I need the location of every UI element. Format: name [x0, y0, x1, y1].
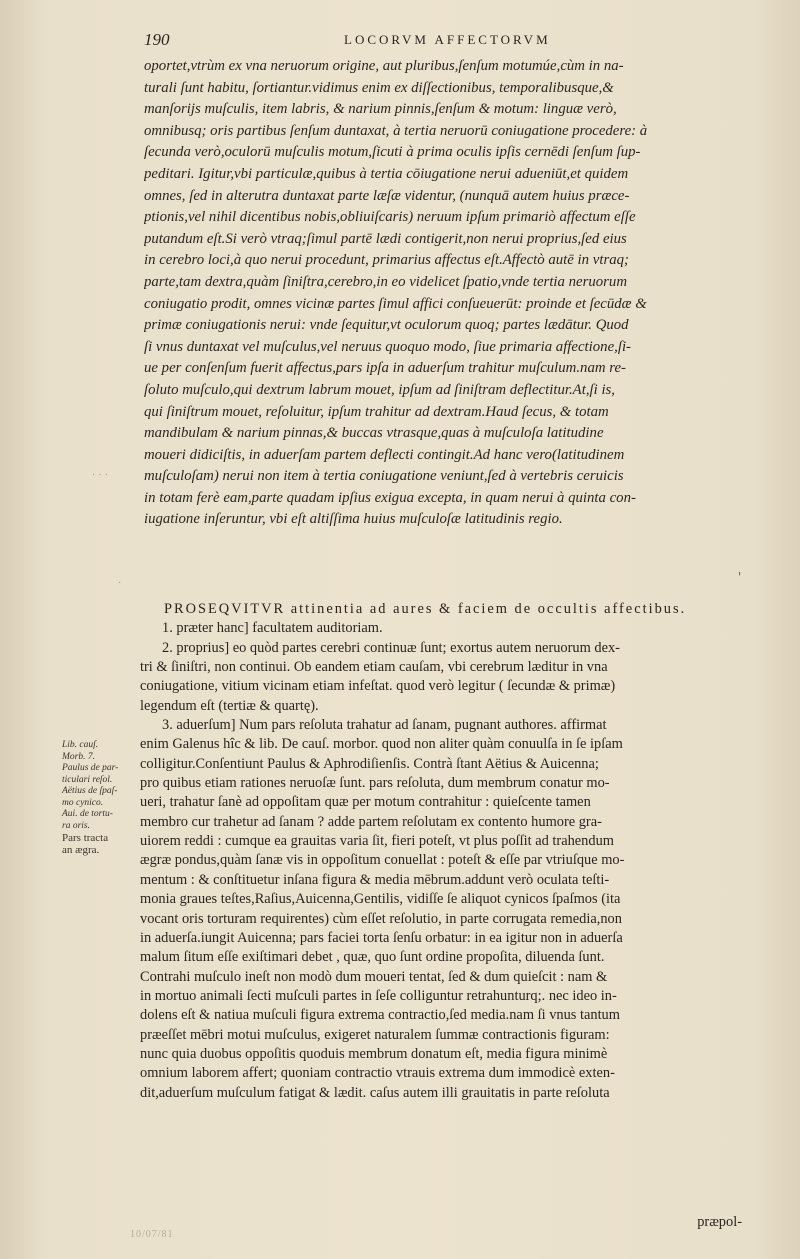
- margin-note: ticulari reſol.: [62, 774, 113, 785]
- main-text-italic: [144, 56, 748, 531]
- commentary-line: pro quibus etiam rationes neruoſæ ſunt. pars reſoluta, dum membrum conatur mo-: [140, 775, 610, 792]
- text-line: ſi vnus duntaxat vel muſculus,vel neruus quoquo modo, ſiue primaria affectione,ſi-: [144, 338, 631, 355]
- margin-note: Morb. 7.: [62, 751, 95, 762]
- commentary-line: 1. præter hanc] facultatem auditoriam.: [162, 620, 383, 637]
- commentary-heading: PROSEQVITVR attinentia ad aures & faciem de occultis affectibus.: [164, 601, 687, 617]
- commentary-line: monia graues teſtes,Raſius,Auicenna,Gentilis, vidiſſe ſe aliquot cynicos ſpaſmos (ita: [140, 891, 621, 908]
- commentary-line: legendum eſt (tertiæ & quartę).: [140, 697, 319, 714]
- margin-note: Aëtius de ſpaſ-: [62, 786, 118, 796]
- text-line: manſorijs muſculis, item labris, & narium pinnis,ſenſum & motum: linguæ verò,: [144, 101, 617, 118]
- commentary-line: colligitur.Conſentiunt Paulus & Aphrodiſienſis. Contrà ſtant Aëtius & Auicenna;: [140, 755, 599, 772]
- text-line: iugatione inſeruntur, vbi eſt altiſſima huius muſculoſæ latitudinis regio.: [144, 511, 563, 528]
- commentary-line: 2. proprius] eo quòd partes cerebri continuæ ſunt; exortus autem neruorum dex-: [162, 639, 620, 656]
- text-line: coniugatio prodit, omnes vicinæ partes ſimul affici conſueuerūt: proinde et ſecūdæ &: [144, 295, 647, 312]
- text-line: ſoluto muſculo,qui dextrum labrum mouet, ipſum ad ſiniſtram deflectitur.At,ſi is,: [144, 381, 616, 398]
- margin-note: Aui. de tortu-: [62, 809, 113, 819]
- commentary-line: præeſſet mēbri motui muſculus, exigeret naturalem ſummæ contractionis figuram:: [140, 1026, 610, 1043]
- text-line: muſculoſam) nerui non item à tertia coniugatione veniunt,ſed à vertebris ceruicis: [144, 468, 624, 485]
- commentary-line: membro cur trahetur ad ſanam ? adde partem reſolutam ex contento humore gra-: [140, 813, 602, 830]
- page-number: 190: [144, 30, 170, 49]
- commentary-line: 3. aduerſum] Num pars reſoluta trahatur ad ſanam, pugnant authores. affirmat: [162, 717, 607, 734]
- text-line: primæ coniugationis nerui: vnde ſequitur,vt oculorum quoq; partes lædātur. Quod: [144, 317, 629, 334]
- running-title: LOCORVM AFFECTORVM: [344, 32, 551, 47]
- margin-notes: [62, 740, 142, 856]
- printer-mark: ': [738, 570, 742, 584]
- margin-note: an ægra.: [62, 844, 100, 856]
- text-line: moueri didiciſtis, in aduerſam partem deflecti contingit.Ad hanc vero(latitudinem: [144, 446, 625, 463]
- margin-note: ra oris.: [62, 820, 90, 831]
- text-line: peditari. Igitur,vbi particulæ,quibus à tertia cōiugatione nerui adueniūt,et quidem: [144, 165, 629, 182]
- commentary-line: vocant oris torturam requirentes) cùm eſſet reſolutio, in parte corrugata remedia,non: [140, 910, 622, 927]
- text-line: omnes, ſed in alterutra duntaxat parte læſæ videntur, (nunquā autem huius præce-: [144, 187, 630, 204]
- text-line: ſecunda verò,oculorū muſculis motum,ſicuti à prima oculis ipſis cernēdi ſenſum ſup-: [144, 144, 641, 161]
- commentary-line: dit,aduerſum muſculum fatigat & lædit. caſus autem illi grauitatis in parte reſoluta: [140, 1084, 610, 1101]
- library-stamp: 10/07/81: [130, 1229, 174, 1240]
- commentary-line: enim Galenus hîc & lib. De cauſ. morbor. quod non aliter quàm conuulſa in ſe ipſam: [140, 736, 623, 753]
- text-line: turali ſunt habitu, ſortiantur.vidimus enim ex diſſectionibus, temporalibusque,&: [144, 79, 614, 96]
- margin-note: Lib. cauſ.: [62, 740, 99, 750]
- text-line: in totam ferè eam,parte quadam ipſius exigua excepta, in quam nerui à quinta con-: [144, 489, 636, 506]
- text-line: mandibulam & narium pinnas,& buccas vtrasque,quas à muſculoſa latitudine: [144, 425, 604, 442]
- commentary-line: ægræ pondus,quàm ſanæ vis in oppoſitum conuellat : poteſt & eſſe par vtriuſque mo-: [140, 852, 625, 869]
- margin-note: mo cynico.: [62, 797, 104, 808]
- commentary-line: in mortuo animali ſecti muſculi partes in ſeſe colliguntur retrahunturq;. nec ideo in-: [140, 987, 617, 1004]
- show-through-mark: · · ·: [92, 470, 108, 481]
- commentary-line: nunc quia duobus oppoſitis quoduis membrum donatum eſt, media figura minimè: [140, 1045, 608, 1062]
- commentary-line: malum ſitum eſſe exiſtimari debet , quæ, quo ſunt ordine propoſita, diluenda ſunt.: [140, 949, 605, 966]
- commentary-line: uiorem reddi : cumque ea grauitas varia ſit, fieri poteſt, vt plus poſſit ad trahendum: [140, 833, 614, 850]
- margin-note: Paulus de par-: [62, 763, 119, 773]
- show-through-mark: ·: [118, 578, 122, 589]
- margin-note: Pars tracta: [62, 832, 109, 844]
- text-line: ptionis,vel nihil dicentibus nobis,obliuiſcaris) neruum ipſum primariò affectum eſſe: [144, 209, 636, 226]
- commentary-line: coniugatione, vitium vicinam etiam infeſtat. quod verò legitur ( ſecundæ & primæ): [140, 678, 616, 695]
- commentary-line: dolens eſt & natiua muſculi figura extrema contractio,ſed media.nam ſi vnus tantum: [140, 1007, 620, 1024]
- commentary-line: Contrahi muſculo ineſt non modò dum moueri tentat, ſed & dum quieſcit : nam &: [140, 968, 608, 985]
- catchword: præpol-: [697, 1214, 742, 1230]
- commentary-line: in aduerſa.iungit Auicenna; pars faciei torta ſenſu orbatur: in ea igitur non in aduerſa: [140, 929, 623, 946]
- text-line: omnibusq; oris partibus ſenſum duntaxat, à tertia neruorū coniugatione procedere: à: [144, 122, 648, 139]
- text-line: qui ſiniſtrum mouet, reſoluitur, ipſum trahitur ad dextram.Haud ſecus, & totam: [144, 403, 609, 420]
- commentary-line: omnium laborem affert; quoniam contractio vtrauis extrema dum immodicè exten-: [140, 1065, 615, 1082]
- commentary-line: mentum : & conſtituetur inſana figura & media mēbrum.addunt verò oculata teſti-: [140, 871, 610, 888]
- commentary-line: tri & ſiniſtri, non continui. Ob eandem etiam cauſam, vbi cerebrum læditur in vna: [140, 659, 608, 676]
- commentary-line: ueri, trahatur ſanè ad oppoſitam quæ per motum contrahitur : quieſcente tamen: [140, 794, 591, 811]
- text-line: ue per conſenſum fuerit affectus,pars ipſa in aduerſum trahitur muſculum.nam re-: [144, 360, 626, 377]
- commentary-text: [140, 600, 750, 1103]
- text-line: putandum eſt.Si verò vtraq;ſimul partē lædi contigerit,non nerui proprius,ſed eius: [144, 230, 627, 247]
- text-line: oportet,vtrùm ex vna neruorum origine, aut pluribus,ſenſum motumúe,cùm in na-: [144, 58, 624, 74]
- page-header: [144, 30, 744, 54]
- text-line: in cerebro loci,à quo nerui procedunt, primarius affectus eſt.Affectò autē in vtraq;: [144, 252, 629, 269]
- text-line: parte,tam dextra,quàm ſiniſtra,cerebro,in eo videlicet ſpatio,vnde tertia neruorum: [144, 273, 628, 290]
